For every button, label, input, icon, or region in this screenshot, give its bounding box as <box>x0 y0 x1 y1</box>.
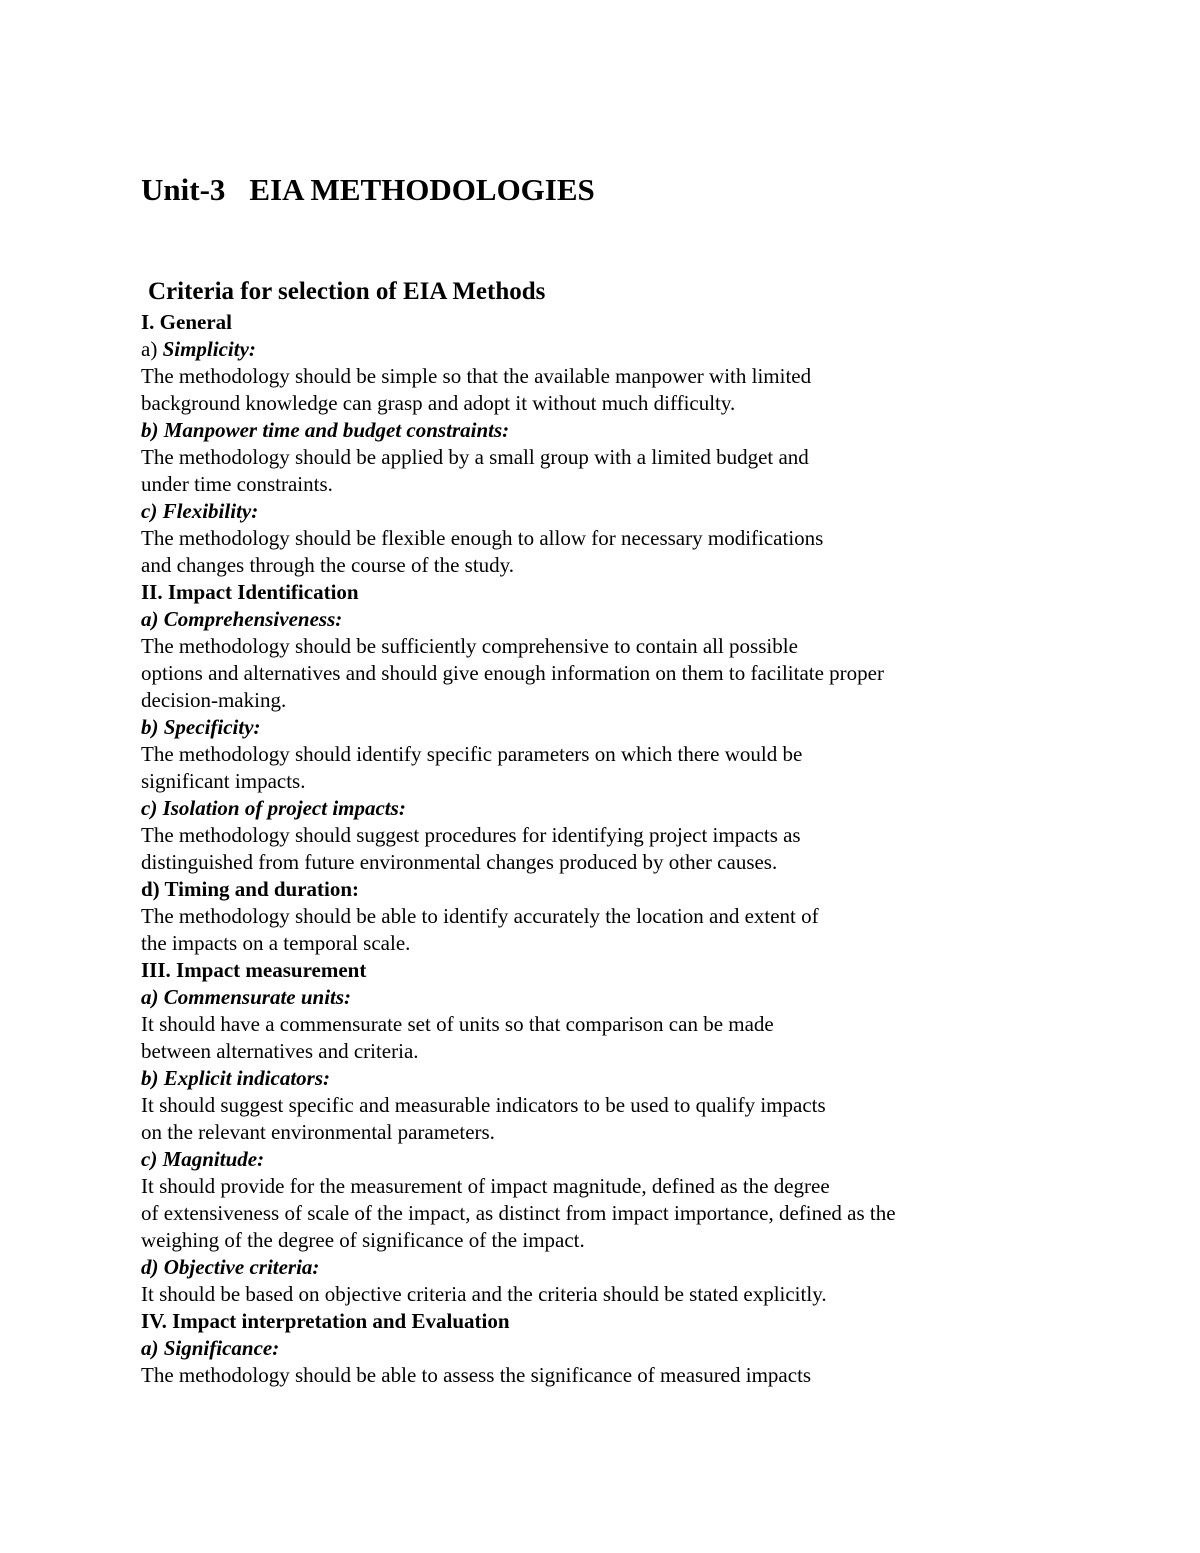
manpower-title: b) Manpower time and budget constraints: <box>141 418 510 442</box>
paragraph-line: The methodology should be sufficiently comprehensive to contain all possible <box>141 634 798 658</box>
unit-name: EIA METHODOLOGIES <box>249 172 595 207</box>
paragraph-line: on the relevant environmental parameters. <box>141 1120 495 1144</box>
specificity-title: b) Specificity: <box>141 715 261 739</box>
paragraph-line: It should provide for the measurement of impact magnitude, defined as the degree <box>141 1174 830 1198</box>
identification-heading: II. Impact Identification <box>141 580 359 604</box>
flexibility-title: c) Flexibility: <box>141 499 259 523</box>
paragraph-line: It should be based on objective criteria and the criteria should be stated explicitly. <box>141 1282 827 1306</box>
paragraph-line: under time constraints. <box>141 472 333 496</box>
section-heading: Criteria for selection of EIA Methods <box>148 278 546 305</box>
paragraph-line: The methodology should be able to assess the significance of measured impacts <box>141 1363 812 1387</box>
significance-title: a) Significance: <box>141 1336 280 1360</box>
paragraph-line: options and alternatives and should give enough information on them to facilitate proper <box>141 661 884 685</box>
timing-title: d) Timing and duration: <box>141 877 360 901</box>
unit-number: Unit-3 <box>141 172 226 207</box>
paragraph-line: It should have a commensurate set of units so that comparison can be made <box>141 1012 774 1036</box>
paragraph-line: background knowledge can grasp and adopt it without much difficulty. <box>141 391 736 415</box>
isolation-title: c) Isolation of project impacts: <box>141 796 406 820</box>
document-body <box>141 309 1041 1389</box>
paragraph-line: The methodology should be able to identify accurately the location and extent of <box>141 904 819 928</box>
paragraph-line: and changes through the course of the study. <box>141 553 515 577</box>
paragraph-line: The methodology should identify specific parameters on which there would be <box>141 742 803 766</box>
paragraph-line: It should suggest specific and measurable indicators to be used to qualify impacts <box>141 1093 826 1117</box>
general-heading: I. General <box>141 310 232 334</box>
paragraph-line: decision-making. <box>141 688 287 712</box>
explicit-title: b) Explicit indicators: <box>141 1066 330 1090</box>
interpretation-heading: IV. Impact interpretation and Evaluation <box>141 1309 510 1333</box>
objective-title: d) Objective criteria: <box>141 1255 320 1279</box>
measurement-heading: III. Impact measurement <box>141 958 367 982</box>
paragraph-line: The methodology should suggest procedures for identifying project impacts as <box>141 823 801 847</box>
commensurate-title: a) Commensurate units: <box>141 985 352 1009</box>
paragraph-line: of extensiveness of scale of the impact, as distinct from impact importance, defined as the <box>141 1201 896 1225</box>
paragraph-line: significant impacts. <box>141 769 306 793</box>
comprehensiveness-title: a) Comprehensiveness: <box>141 607 343 631</box>
simplicity-title: a) Simplicity: <box>141 337 256 361</box>
paragraph-line: The methodology should be applied by a small group with a limited budget and <box>141 445 809 469</box>
paragraph-line: The methodology should be flexible enough to allow for necessary modifications <box>141 526 824 550</box>
magnitude-title: c) Magnitude: <box>141 1147 265 1171</box>
paragraph-line: the impacts on a temporal scale. <box>141 931 411 955</box>
paragraph-line: weighing of the degree of significance of the impact. <box>141 1228 585 1252</box>
paragraph-line: distinguished from future environmental changes produced by other causes. <box>141 850 778 874</box>
unit-title <box>141 172 595 208</box>
paragraph-line: between alternatives and criteria. <box>141 1039 419 1063</box>
paragraph-line: The methodology should be simple so that the available manpower with limited <box>141 364 812 388</box>
